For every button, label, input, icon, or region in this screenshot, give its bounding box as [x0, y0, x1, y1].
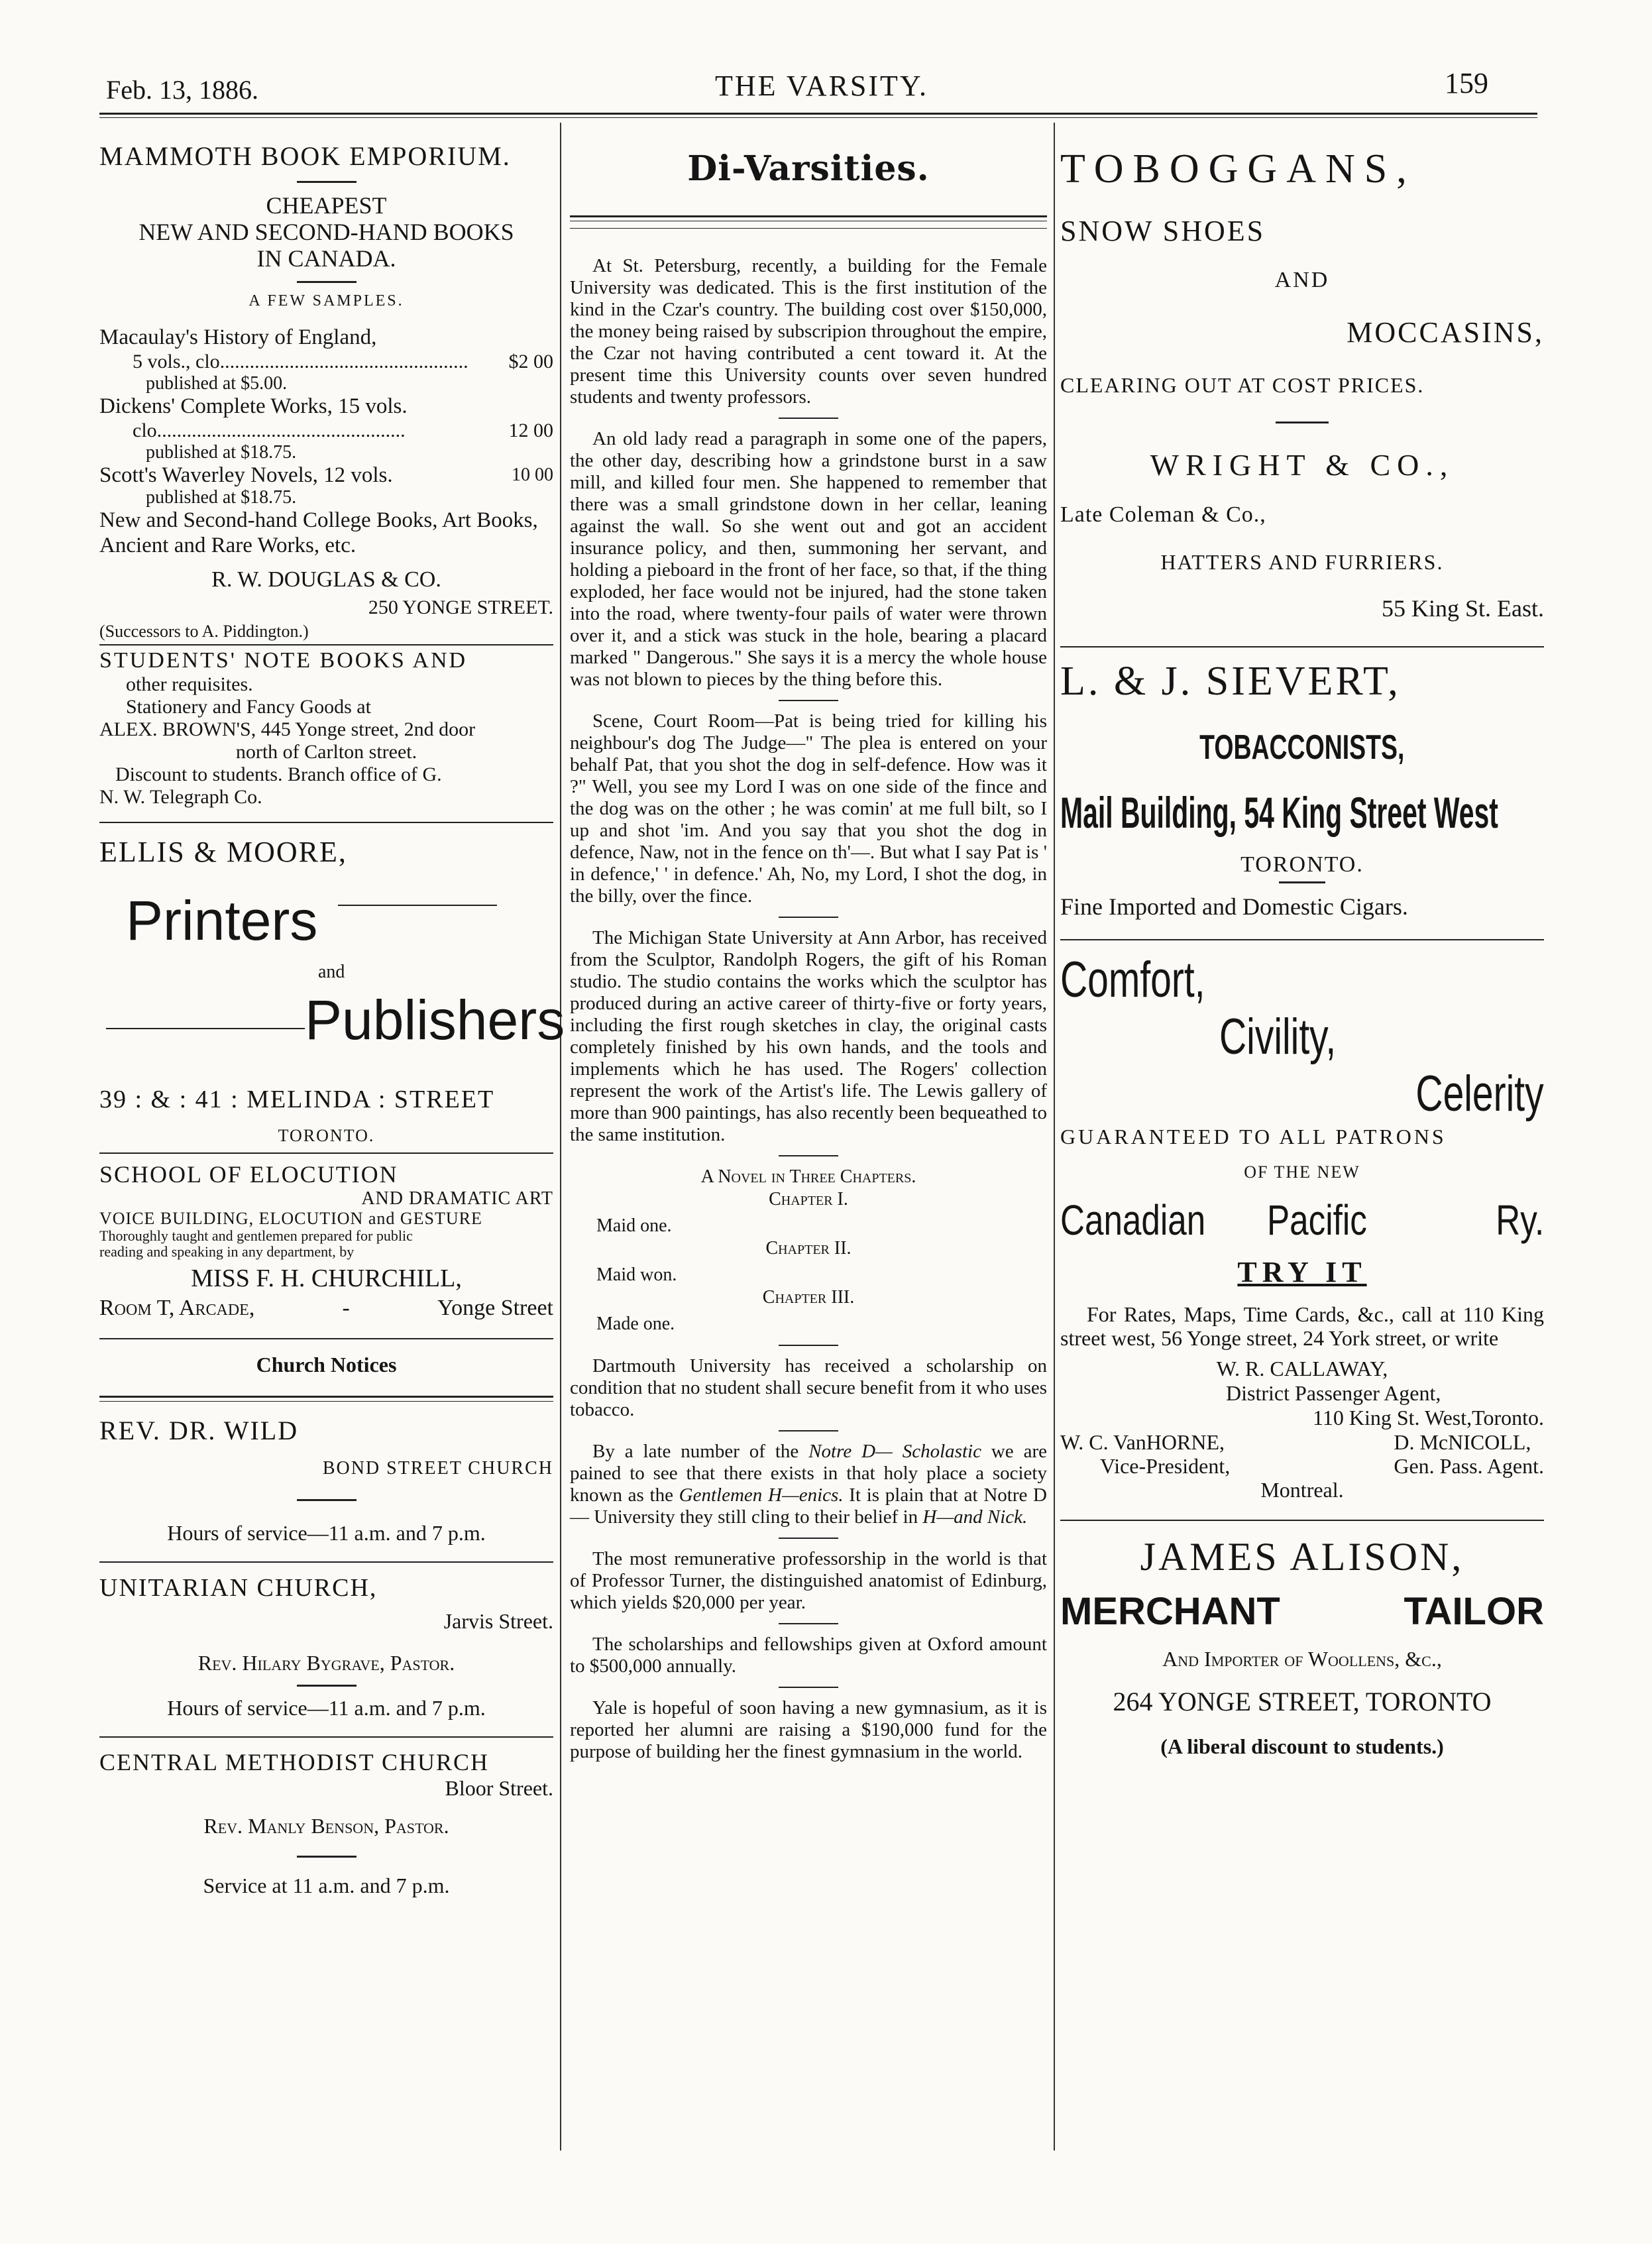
- churchill-room: Room T, Arcade,: [99, 1296, 255, 1320]
- novel-in-three-chapters: [570, 1166, 1047, 1335]
- bond-street-church: BOND STREET CHURCH: [322, 1458, 553, 1479]
- churchill-name: MISS F. H. CHURCHILL,: [191, 1264, 462, 1292]
- notre-dame-belief: H—and Nick.: [922, 1506, 1028, 1528]
- alison-name: JAMES ALISON,: [1140, 1535, 1464, 1579]
- elocution-line-4: reading and speaking in any department, by: [99, 1243, 355, 1260]
- paragraph-michigan: The Michigan State University at Ann Arbor, has received from the Sculptor, Randolph Rogers, the gift of his Roman studio. The studio contains the works which the sculptor has produced during an active career of thirty-five or forty years, including the first rough sketches in clay, the original casts completely finished by his own hands, and the tools and implements which he has used. The Rogers' collection represent the work of the Artist's life. The Lewis gallery of more than 900 paintings, has also recently been bequeathed to the same institution.: [570, 927, 1047, 1145]
- page-number: 159: [1445, 67, 1488, 99]
- header-rule-thin: [99, 117, 1537, 118]
- callaway-name: W. R. CALLAWAY,: [1216, 1357, 1388, 1380]
- unitarian-pastor: Rev. Hilary Bygrave, Pastor.: [197, 1651, 455, 1675]
- unitarian-church-notice: [99, 1573, 553, 1720]
- importer-line: And Importer of Woollens, &c.,: [1162, 1647, 1442, 1671]
- elocution-line-1: AND DRAMATIC ART: [361, 1188, 553, 1209]
- cpr-rates-info: For Rates, Maps, Time Cards, &c., call at 110 King street west, 56 Yonge street, 24 York street, or write: [1060, 1302, 1544, 1350]
- book-macaulay-price: $2 00: [508, 351, 553, 372]
- right-column: [1060, 126, 1544, 1759]
- chapter-1: Chapter I.: [769, 1189, 848, 1209]
- try-it: TRY IT: [1237, 1256, 1367, 1288]
- sievert-name: L. & J. SIEVERT,: [1060, 659, 1401, 704]
- book-scott-price: 10 00: [512, 465, 553, 485]
- canadian-word: Canadian: [1060, 1196, 1206, 1244]
- notre-dame-society: Gentlemen H—enics.: [679, 1485, 844, 1506]
- clearing-out: CLEARING OUT AT COST PRICES.: [1060, 373, 1425, 397]
- cheapest-line: CHEAPEST: [266, 192, 387, 219]
- book-dickens-price: 12 00: [508, 420, 553, 441]
- column-divider-right: [1054, 123, 1055, 2151]
- toboggans-heading: TOBOGGANS,: [1060, 146, 1416, 192]
- sievert-city: TORONTO.: [1240, 852, 1364, 877]
- chapter-2-text: Maid won.: [596, 1264, 677, 1285]
- book-dickens: Dickens' Complete Works, 15 vols.: [99, 394, 408, 418]
- masthead-title: THE VARSITY.: [714, 70, 929, 102]
- middle-column: [570, 126, 1047, 1771]
- mail-building-address: Mail Building, 54 King Street West: [1060, 788, 1498, 837]
- unitarian-hours: Hours of service—11 a.m. and 7 p.m.: [167, 1696, 486, 1720]
- canadian-pacific-ad: [1060, 951, 1544, 1502]
- ellis-city: TORONTO.: [278, 1126, 375, 1145]
- wild-hours: Hours of service—11 a.m. and 7 p.m.: [167, 1521, 486, 1545]
- comfort-word: Comfort,: [1060, 952, 1205, 1008]
- ellis-moore-ad: [99, 822, 565, 1146]
- column-divider-left: [560, 123, 561, 2151]
- students-line-3: ALEX. BROWN'S, 445 Yonge street, 2nd door: [99, 718, 476, 740]
- and-word: and: [318, 962, 345, 982]
- vanhorne-title: Vice-President,: [1100, 1454, 1231, 1478]
- left-column: [99, 126, 565, 1898]
- railway-abbr: Ry.: [1496, 1196, 1544, 1244]
- new-second-hand-line: NEW AND SECOND-HAND BOOKS: [138, 219, 514, 245]
- students-line-2: Stationery and Fancy Goods at: [126, 696, 371, 718]
- chapter-3-text: Made one.: [596, 1314, 675, 1334]
- paragraph-st-petersburg: At St. Petersburg, recently, a building for the Female University was dedicated. This is the first institution of the kind in the Czar's country. The building cost over $150,000, the money being raised by subscripion throughout the empire, the Czar not having contributed a cent toward it. At the present time this University counts over seven hundred students and twenty professors.: [570, 255, 1047, 408]
- central-methodist-service: Service at 11 a.m. and 7 p.m.: [203, 1874, 450, 1897]
- callaway-title: District Passenger Agent,: [1226, 1381, 1441, 1405]
- chapter-3: Chapter III.: [762, 1287, 855, 1308]
- church-notices-heading: Church Notices: [256, 1353, 397, 1376]
- elocution-line-2: VOICE BUILDING, ELOCUTION and GESTURE: [99, 1209, 482, 1228]
- canadian-pacific-railway: [1060, 1196, 1544, 1245]
- alison-address: 264 YONGE STREET, TORONTO: [1113, 1687, 1492, 1716]
- merchant-tailor: [1060, 1589, 1544, 1634]
- central-methodist-street: Bloor Street.: [445, 1776, 553, 1800]
- rev-wild-title: REV. DR. WILD: [99, 1416, 299, 1445]
- late-coleman: Late Coleman & Co.,: [1060, 502, 1266, 527]
- hatters-furriers: HATTERS AND FURRIERS.: [1160, 550, 1444, 574]
- book-scott-row: [99, 463, 553, 488]
- ellis-moore-title: ELLIS & MOORE,: [99, 836, 347, 868]
- publishers-flourish: [106, 1028, 305, 1029]
- snow-shoes: SNOW SHOES: [1060, 215, 1266, 247]
- guaranteed-line: GUARANTEED TO ALL PATRONS: [1060, 1125, 1447, 1149]
- callaway-address: 110 King St. West,Toronto.: [1313, 1406, 1544, 1430]
- douglas-address: 250 YONGE STREET.: [368, 596, 553, 618]
- tobacconists: TOBACCONISTS,: [1199, 728, 1405, 767]
- di-varsities-heading: Di-Varsities.: [687, 148, 930, 189]
- merchant-word: MERCHANT: [1060, 1590, 1280, 1633]
- unitarian-title: UNITARIAN CHURCH,: [99, 1574, 378, 1602]
- cpr-city: Montreal.: [1260, 1478, 1344, 1502]
- paragraph-oxford: The scholarships and fellowships given at Oxford amount to $500,000 annually.: [570, 1634, 1047, 1677]
- paragraph-dartmouth: Dartmouth University has received a scholarship on condition that no student shall secure benefit from it who uses tobacco.: [570, 1355, 1048, 1420]
- college-books: New and Second-hand College Books, Art Books, Ancient and Rare Works, etc.: [99, 508, 538, 557]
- issue-date: Feb. 13, 1886.: [106, 75, 258, 105]
- cpr-officers: [1060, 1430, 1544, 1478]
- paragraph-notre-dame: [570, 1441, 1047, 1528]
- students-line-5: Discount to students. Branch office of G.: [115, 763, 442, 785]
- and-word: AND: [1274, 268, 1330, 292]
- book-dickens-price-row: clo .................................................. 12 00: [133, 420, 553, 441]
- mammoth-title: MAMMOTH BOOK EMPORIUM.: [99, 141, 511, 171]
- book-dickens-published: published at $18.75.: [146, 442, 297, 463]
- paragraph-grindstone: An old lady read a paragraph in some one of the papers, the other day, describing how a grindstone burst in a saw mill, and killed four men. She happened to remember that there was a small grindstone down in her cellar, leaning against the wall. So she went out and got an accident insurance policy, and then, summoning her servant, and holding a pieboard in the front of her face, so that, if the thing exploded, her face would not be injured, had the stone taken into the road, where twenty-four pails of water were thrown over it, and a stick was stuck in the hole, bearing a placard marked " Dangerous." She says it is a mercy the whole house was not blown to pieces by the thing before this.: [570, 428, 1047, 690]
- notre-dame-publication: Notre D— Scholastic: [808, 1441, 981, 1462]
- header-rule: [99, 113, 1537, 115]
- churchill-address-row: [99, 1296, 553, 1321]
- paragraph-professor-turner: The most remunerative professorship in the world is that of Professor Turner, the distinguished anatomist of Edinburg, which yields $20,000 per year.: [570, 1548, 1047, 1613]
- samples-label: A FEW SAMPLES.: [248, 292, 404, 309]
- mcnicoll-block: [1394, 1430, 1544, 1478]
- tailor-word: TAILOR: [1404, 1590, 1544, 1633]
- elocution-school-ad: [99, 1152, 553, 1321]
- mcnicoll-title: Gen. Pass. Agent.: [1394, 1454, 1544, 1478]
- printers-flourish: [338, 905, 497, 906]
- paragraph-court-room: Scene, Court Room—Pat is being tried for killing his neighbour's dog The Judge—" The plea is entered on your behalf Pat, that you shot the dog in self-defence. How was it ?" Well, you see my Lord I was on one side of the fince and the dog was on the other ; he was comin' at me full bilt, so I up and shot 'im. And you say that you shot the dog in defence, Naw, not in the fence on th'—. But what I say Pat is ' in defence,' ' in defence.' Ah, No, my Lord, I shot the dog, in the billy, over the fince.: [570, 710, 1047, 907]
- students-notebooks-ad: [99, 644, 553, 809]
- ellis-address: 39 : & : 41 : MELINDA : STREET: [99, 1086, 495, 1113]
- central-methodist-notice: [99, 1748, 553, 1898]
- elocution-line-3: Thoroughly taught and gentlemen prepared for public: [99, 1227, 413, 1244]
- students-line-1: other requisites.: [126, 673, 253, 695]
- paragraph-yale: Yale is hopeful of soon having a new gymnasium, as it is reported her alumni are raising a $190,000 fund for the purpose of building her the finest gymnasium in the world.: [570, 1697, 1047, 1762]
- wright-co-name: WRIGHT & CO.,: [1150, 448, 1455, 482]
- moccasins: MOCCASINS,: [1347, 316, 1544, 349]
- wright-address: 55 King St. East.: [1381, 595, 1544, 622]
- chapter-2: Chapter II.: [765, 1238, 852, 1259]
- book-macaulay: Macaulay's History of England,: [99, 325, 377, 349]
- rev-wild-notice: [99, 1415, 553, 1545]
- wright-co-ad: [1060, 146, 1544, 622]
- publishers-word: Publishers: [305, 989, 565, 1051]
- of-the-new: OF THE NEW: [1244, 1162, 1360, 1182]
- vanhorne-block: [1060, 1430, 1230, 1478]
- notre-dame-text-3: It is plain that at Notre D— University they still cling to their belief in: [570, 1485, 1047, 1528]
- central-methodist-pastor: Rev. Manly Benson, Pastor.: [203, 1814, 449, 1838]
- douglas-firm: R. W. DOUGLAS & CO.: [211, 567, 441, 592]
- vanhorne-name: W. C. VanHORNE,: [1060, 1430, 1225, 1454]
- book-macaulay-detail: 5 vols., clo: [133, 351, 220, 372]
- mammoth-book-ad: [99, 140, 553, 642]
- fine-cigars: Fine Imported and Domestic Cigars.: [1060, 893, 1408, 920]
- book-scott-published: published at $18.75.: [146, 487, 297, 508]
- students-line-4: north of Carlton street.: [235, 741, 417, 763]
- chapter-1-text: Maid one.: [596, 1215, 672, 1236]
- celerity-word: Celerity: [1415, 1066, 1544, 1122]
- in-canada-line: IN CANADA.: [256, 245, 396, 272]
- pacific-word: Pacific: [1267, 1196, 1367, 1244]
- james-alison-ad: [1060, 1534, 1544, 1759]
- book-dickens-detail: clo: [133, 420, 157, 441]
- printers-word: Printers: [126, 889, 318, 952]
- civility-word: Civility,: [1219, 1009, 1337, 1065]
- book-macaulay-price-row: 5 vols., clo .................................................. $2 00: [133, 351, 553, 372]
- central-methodist-title: CENTRAL METHODIST CHURCH: [99, 1749, 490, 1775]
- book-scott: Scott's Waverley Novels, 12 vols.: [99, 463, 393, 487]
- douglas-successors: (Successors to A. Piddington.): [99, 622, 309, 641]
- notre-dame-text-2: we are pained to see that there exists in that holy place a society known as the: [570, 1441, 1047, 1506]
- novel-title: A Novel in Three Chapters.: [700, 1166, 916, 1187]
- students-title: STUDENTS' NOTE BOOKS AND: [99, 644, 553, 673]
- mcnicoll-name: D. McNICOLL,: [1394, 1430, 1531, 1454]
- elocution-title: SCHOOL OF ELOCUTION: [99, 1161, 398, 1188]
- churchill-dash: -: [342, 1296, 350, 1320]
- book-macaulay-published: published at $5.00.: [146, 373, 288, 394]
- sievert-ad: [1060, 658, 1544, 921]
- churchill-street: Yonge Street: [437, 1296, 553, 1320]
- notre-dame-text-1: By a late number of the: [592, 1441, 809, 1462]
- alison-discount: (A liberal discount to students.): [1160, 1734, 1444, 1758]
- students-line-6: N. W. Telegraph Co.: [99, 786, 262, 808]
- unitarian-street: Jarvis Street.: [443, 1609, 553, 1633]
